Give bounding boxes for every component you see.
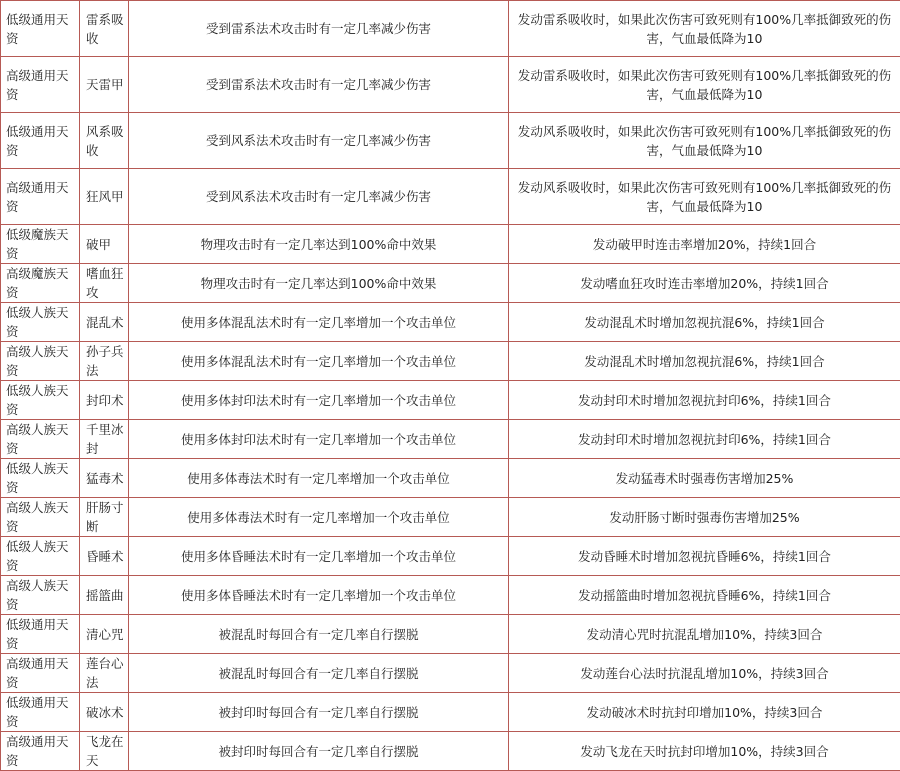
talent-name: 猛毒术 xyxy=(80,459,129,498)
talent-grade: 低级人族天资 xyxy=(1,381,80,420)
table-row xyxy=(1,576,900,615)
talent-description: 使用多体封印法术时有一定几率增加一个攻击单位 xyxy=(129,381,509,420)
talent-description: 受到雷系法术攻击时有一定几率减少伤害 xyxy=(129,1,509,57)
table-row xyxy=(1,113,900,169)
table-row xyxy=(1,732,900,771)
talent-effect: 发动封印术时增加忽视抗封印6%，持续1回合 xyxy=(509,420,900,459)
table-row xyxy=(1,654,900,693)
table-row xyxy=(1,615,900,654)
talent-grade: 高级人族天资 xyxy=(1,420,80,459)
talent-description: 受到风系法术攻击时有一定几率减少伤害 xyxy=(129,169,509,225)
talent-grade: 高级通用天资 xyxy=(1,169,80,225)
talent-description: 使用多体封印法术时有一定几率增加一个攻击单位 xyxy=(129,420,509,459)
talent-grade: 高级通用天资 xyxy=(1,732,80,771)
talent-name: 摇篮曲 xyxy=(80,576,129,615)
talent-grade: 低级通用天资 xyxy=(1,693,80,732)
table-row xyxy=(1,303,900,342)
talent-name: 孙子兵法 xyxy=(80,342,129,381)
talent-name: 风系吸收 xyxy=(80,113,129,169)
table-row xyxy=(1,225,900,264)
talent-name: 破甲 xyxy=(80,225,129,264)
talent-name: 莲台心法 xyxy=(80,654,129,693)
talent-grade: 低级魔族天资 xyxy=(1,225,80,264)
talent-name: 肝肠寸断 xyxy=(80,498,129,537)
talent-effect: 发动嗜血狂攻时连击率增加20%，持续1回合 xyxy=(509,264,900,303)
talent-effect: 发动混乱术时增加忽视抗混6%，持续1回合 xyxy=(509,342,900,381)
talent-grade: 高级人族天资 xyxy=(1,498,80,537)
talent-effect: 发动破甲时连击率增加20%，持续1回合 xyxy=(509,225,900,264)
talent-description: 受到雷系法术攻击时有一定几率减少伤害 xyxy=(129,57,509,113)
talent-name: 嗜血狂攻 xyxy=(80,264,129,303)
table-row xyxy=(1,169,900,225)
talent-description: 使用多体毒法术时有一定几率增加一个攻击单位 xyxy=(129,498,509,537)
talent-description: 被混乱时每回合有一定几率自行摆脱 xyxy=(129,615,509,654)
talent-grade: 低级通用天资 xyxy=(1,113,80,169)
talent-effect: 发动莲台心法时抗混乱增加10%，持续3回合 xyxy=(509,654,900,693)
talent-description: 使用多体混乱法术时有一定几率增加一个攻击单位 xyxy=(129,342,509,381)
talent-name: 昏睡术 xyxy=(80,537,129,576)
talent-grade: 低级人族天资 xyxy=(1,459,80,498)
table-row xyxy=(1,459,900,498)
talent-effect: 发动飞龙在天时抗封印增加10%，持续3回合 xyxy=(509,732,900,771)
talent-effect: 发动雷系吸收时，如果此次伤害可致死则有100%几率抵御致死的伤害，气血最低降为10 xyxy=(509,1,900,57)
talent-grade: 高级通用天资 xyxy=(1,57,80,113)
table-row xyxy=(1,420,900,459)
talent-grade: 高级魔族天资 xyxy=(1,264,80,303)
talent-grade: 低级通用天资 xyxy=(1,1,80,57)
talent-description: 受到风系法术攻击时有一定几率减少伤害 xyxy=(129,113,509,169)
table-row xyxy=(1,537,900,576)
talent-effect: 发动破冰术时抗封印增加10%，持续3回合 xyxy=(509,693,900,732)
table-row xyxy=(1,342,900,381)
talent-description: 被封印时每回合有一定几率自行摆脱 xyxy=(129,693,509,732)
talent-description: 被混乱时每回合有一定几率自行摆脱 xyxy=(129,654,509,693)
talent-grade: 高级通用天资 xyxy=(1,654,80,693)
talent-description: 物理攻击时有一定几率达到100%命中效果 xyxy=(129,264,509,303)
table-row xyxy=(1,264,900,303)
talent-grade: 低级人族天资 xyxy=(1,303,80,342)
talent-name: 飞龙在天 xyxy=(80,732,129,771)
talent-name: 破冰术 xyxy=(80,693,129,732)
talent-effect: 发动清心咒时抗混乱增加10%，持续3回合 xyxy=(509,615,900,654)
talent-description: 使用多体混乱法术时有一定几率增加一个攻击单位 xyxy=(129,303,509,342)
talent-effect: 发动昏睡术时增加忽视抗昏睡6%，持续1回合 xyxy=(509,537,900,576)
talent-grade: 低级通用天资 xyxy=(1,615,80,654)
talent-effect: 发动雷系吸收时，如果此次伤害可致死则有100%几率抵御致死的伤害，气血最低降为10 xyxy=(509,57,900,113)
talent-effect: 发动风系吸收时，如果此次伤害可致死则有100%几率抵御致死的伤害，气血最低降为10 xyxy=(509,169,900,225)
talent-description: 使用多体毒法术时有一定几率增加一个攻击单位 xyxy=(129,459,509,498)
talent-name: 清心咒 xyxy=(80,615,129,654)
table-row xyxy=(1,381,900,420)
talent-name: 千里冰封 xyxy=(80,420,129,459)
talent-effect: 发动混乱术时增加忽视抗混6%，持续1回合 xyxy=(509,303,900,342)
table-row xyxy=(1,1,900,57)
talent-description: 使用多体昏睡法术时有一定几率增加一个攻击单位 xyxy=(129,576,509,615)
talent-effect: 发动封印术时增加忽视抗封印6%，持续1回合 xyxy=(509,381,900,420)
talent-name: 雷系吸收 xyxy=(80,1,129,57)
table-row xyxy=(1,693,900,732)
table-row xyxy=(1,498,900,537)
talent-effect: 发动肝肠寸断时强毒伤害增加25% xyxy=(509,498,900,537)
talent-effect: 发动猛毒术时强毒伤害增加25% xyxy=(509,459,900,498)
talent-name: 天雷甲 xyxy=(80,57,129,113)
talent-name: 混乱术 xyxy=(80,303,129,342)
table-row xyxy=(1,57,900,113)
talent-description: 物理攻击时有一定几率达到100%命中效果 xyxy=(129,225,509,264)
talent-grade: 低级人族天资 xyxy=(1,537,80,576)
talent-description: 使用多体昏睡法术时有一定几率增加一个攻击单位 xyxy=(129,537,509,576)
talent-grade: 高级人族天资 xyxy=(1,342,80,381)
talent-name: 封印术 xyxy=(80,381,129,420)
talent-description: 被封印时每回合有一定几率自行摆脱 xyxy=(129,732,509,771)
talent-grade: 高级人族天资 xyxy=(1,576,80,615)
talent-effect: 发动风系吸收时，如果此次伤害可致死则有100%几率抵御致死的伤害，气血最低降为10 xyxy=(509,113,900,169)
talent-effect: 发动摇篮曲时增加忽视抗昏睡6%，持续1回合 xyxy=(509,576,900,615)
talent-name: 狂风甲 xyxy=(80,169,129,225)
